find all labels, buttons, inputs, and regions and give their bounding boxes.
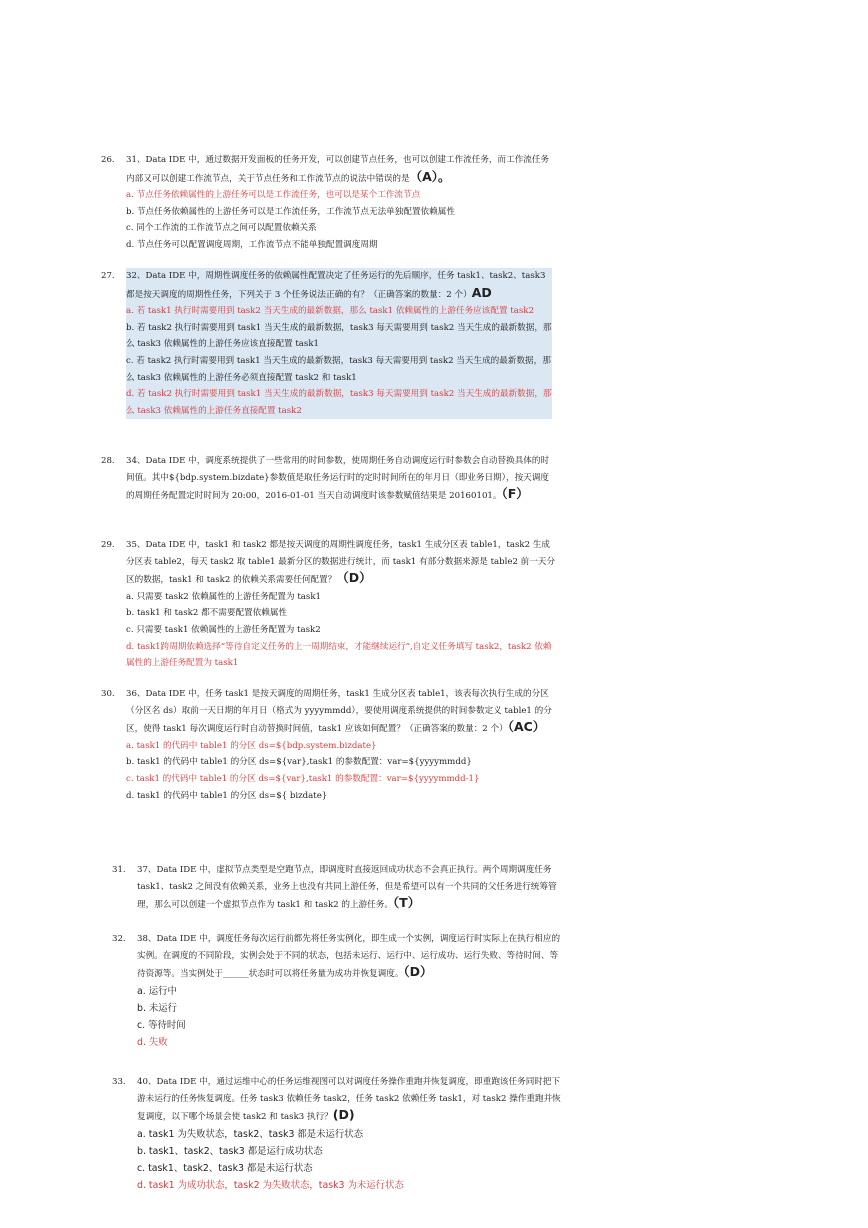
option-c: c. 若 task2 执行时需要用到 task1 当天生成的最新数据，task3 每天需要用到 task2 当天生成的最新数据，那么 task3 依赖属性的上游任务必须直接配置 task2 和 task1 xyxy=(126,353,552,386)
option-b: b. task1 和 task2 都不需要配置依赖属性 xyxy=(126,608,288,619)
answer-key: （D） xyxy=(336,570,372,586)
question-stem: 31、Data IDE 中，通过数据开发面板的任务开发，可以创建节点任务，也可以创建工作流任务，而工作流任务内部又可以创建工作流节点，关于节点任务和工作流节点的说法中错误的是（A）。 xyxy=(126,155,550,184)
question-stem: 34、Data IDE 中，调度系统提供了一些常用的时间参数，使周期任务自动调度运行时参数会自动替换具体的时间值。其中${bdp.system.bizdate}参数值是取任务运行时的定时时间所在的年月日（即业务日期），按天调度的周期任务配置定时时间为 20:00，2016-01-01 当天自动调度时该参数赋值结果是 20160101。（F） xyxy=(126,456,550,502)
option-d: d. 节点任务可以配置调度周期，工作流节点不能单独配置调度周期 xyxy=(126,239,378,250)
answer-key: （F） xyxy=(501,486,529,502)
option-a: a. 运行中 xyxy=(137,985,177,997)
answer-key: （A）。 xyxy=(409,168,451,184)
question-stem: 38、Data IDE 中，调度任务每次运行前都先将任务实例化，即生成一个实例，调度运行时实际上在执行相应的实例。在调度的不同阶段，实例会处于不同的状态，包括未运行、运行中、运行成功、运行失败、等待时间、等待资源等。当实例处于______状态时可以将任务量为成功并恢复调度。（D） xyxy=(137,934,561,980)
question-stem: 32、Data IDE 中，周期性调度任务的依赖属性配置决定了任务运行的先后顺序，任务 task1、task2、task3 都是按天调度的周期性任务，下列关于 3 个任务说法正确的有？（正确答案的数量：2 个）AD xyxy=(126,268,552,303)
question-30 xyxy=(101,686,556,804)
question-number: 26. xyxy=(101,155,115,165)
question-29 xyxy=(101,537,556,672)
option-a: a. 节点任务依赖属性的上游任务可以是工作流任务，也可以是某个工作流节点 xyxy=(126,190,421,201)
question-number: 29. xyxy=(101,540,115,550)
answer-key: AD xyxy=(471,284,492,300)
option-c: c. 同个工作流的工作流节点之间可以配置依赖关系 xyxy=(126,223,317,234)
question-31 xyxy=(112,862,561,914)
option-c: c. task1 的代码中 table1 的分区 ds=${var},task1 的参数配置：var=${yyyymmdd-1} xyxy=(126,773,480,784)
question-stem: 36、Data IDE 中，任务 task1 是按天调度的周期任务，task1 生成分区表 table1，该表每次执行生成的分区（分区名 ds）取前一天日期的年月日（格式为 yyyymmdd），要使用调度系统提供的时间参数定义 table1 的分区，使得 task1 每次调度运行时自动替换时间值，task1 应该如何配置？（正确答案的数量：2 个）（AC） xyxy=(126,689,552,735)
option-b: b. 若 task2 执行时需要用到 task1 当天生成的最新数据，task3 每天需要用到 task2 当天生成的最新数据，那么 task3 依赖属性的上游任务应该直接配置 task1 xyxy=(126,320,552,353)
option-b: b. task1、task2、task3 都是运行成功状态 xyxy=(137,1145,323,1157)
option-d: d. 若 task2 执行时需要用到 task1 当天生成的最新数据，task3 每天需要用到 task2 当天生成的最新数据，那么 task3 依赖属性的上游任务直接配置 task2 xyxy=(126,386,552,419)
answer-key: （D） xyxy=(403,964,433,980)
option-b: b. 未运行 xyxy=(137,1002,178,1014)
question-number: 31. xyxy=(112,865,126,875)
question-28 xyxy=(101,453,556,505)
question-33 xyxy=(112,1074,563,1194)
option-a: a. task1 为失败状态，task2、task3 都是未运行状态 xyxy=(137,1128,364,1140)
question-27 xyxy=(101,268,552,419)
option-d: d. task1 的代码中 table1 的分区 ds=${ bizdate} xyxy=(126,790,328,801)
option-c: c. task1、task2、task3 都是未运行状态 xyxy=(137,1162,313,1174)
option-a: a. 若 task1 执行时需要用到 task2 当天生成的最新数据，那么 task1 依赖属性的上游任务应该配置 task2 xyxy=(126,303,552,320)
answer-key: (D) xyxy=(332,1107,355,1123)
question-number: 28. xyxy=(101,456,115,466)
option-c: c. 等待时间 xyxy=(137,1019,186,1031)
option-d: d. 失败 xyxy=(137,1036,168,1048)
question-number: 33. xyxy=(112,1077,126,1087)
option-a: a. task1 的代码中 table1 的分区 ds=${bdp.system.bizdate} xyxy=(126,740,377,751)
question-stem: 40、Data IDE 中，通过运维中心的任务运维视图可以对调度任务操作重跑并恢复调度，即重跑该任务同时把下游未运行的任务恢复调度。任务 task3 依赖任务 task2，任务 task2 依赖任务 task1，对 task2 操作重跑并恢复调度，以下哪个场景会使 task2 和 task3 执行？(D) xyxy=(137,1077,561,1123)
option-b: b. task1 的代码中 table1 的分区 ds=${var},task1 的参数配置：var=${yyyymmdd} xyxy=(126,757,472,768)
answer-key: （AC） xyxy=(507,719,546,735)
question-26 xyxy=(101,152,556,254)
question-32 xyxy=(112,931,561,1051)
question-number: 27. xyxy=(101,271,115,281)
question-stem: 35、Data IDE 中，task1 和 task2 都是按天调度的周期性调度任务，task1 生成分区表 table1，task2 生成分区表 table2，每天 task2 取 table1 最新分区的数据进行统计，而 task1 有部分数据来源是 table2 前一天分区的数据，task1 和 task2 的依赖关系需要任何配置？（D） xyxy=(126,540,556,586)
option-a: a. 只需要 task2 依赖属性的上游任务配置为 task1 xyxy=(126,591,322,602)
option-d: d. task1 为成功状态，task2 为失败状态，task3 为未运行状态 xyxy=(137,1179,404,1191)
answer-key: （T） xyxy=(392,895,421,911)
option-d: d. task1跨周期依赖选择“等待自定义任务的上一周期结束，才能继续运行”,自定义任务填写 task2，task2 依赖属性的上游任务配置为 task1 xyxy=(126,641,552,669)
question-number: 32. xyxy=(112,934,126,944)
option-c: c. 只需要 task1 依赖属性的上游任务配置为 task2 xyxy=(126,624,321,635)
option-b: b. 节点任务依赖属性的上游任务可以是工作流任务，工作流节点无法单独配置依赖属性 xyxy=(126,206,455,217)
question-number: 30. xyxy=(101,689,115,699)
question-stem: 37、Data IDE 中，虚拟节点类型是空跑节点，即调度时直接返回成功状态不会真正执行。两个周期调度任务 task1、task2 之间没有依赖关系，业务上也没有共同上游任务，但是希望可以有一个共同的父任务进行统筹管理，那么可以创建一个虚拟节点作为 task1 和 task2 的上游任务。（T） xyxy=(137,865,557,911)
